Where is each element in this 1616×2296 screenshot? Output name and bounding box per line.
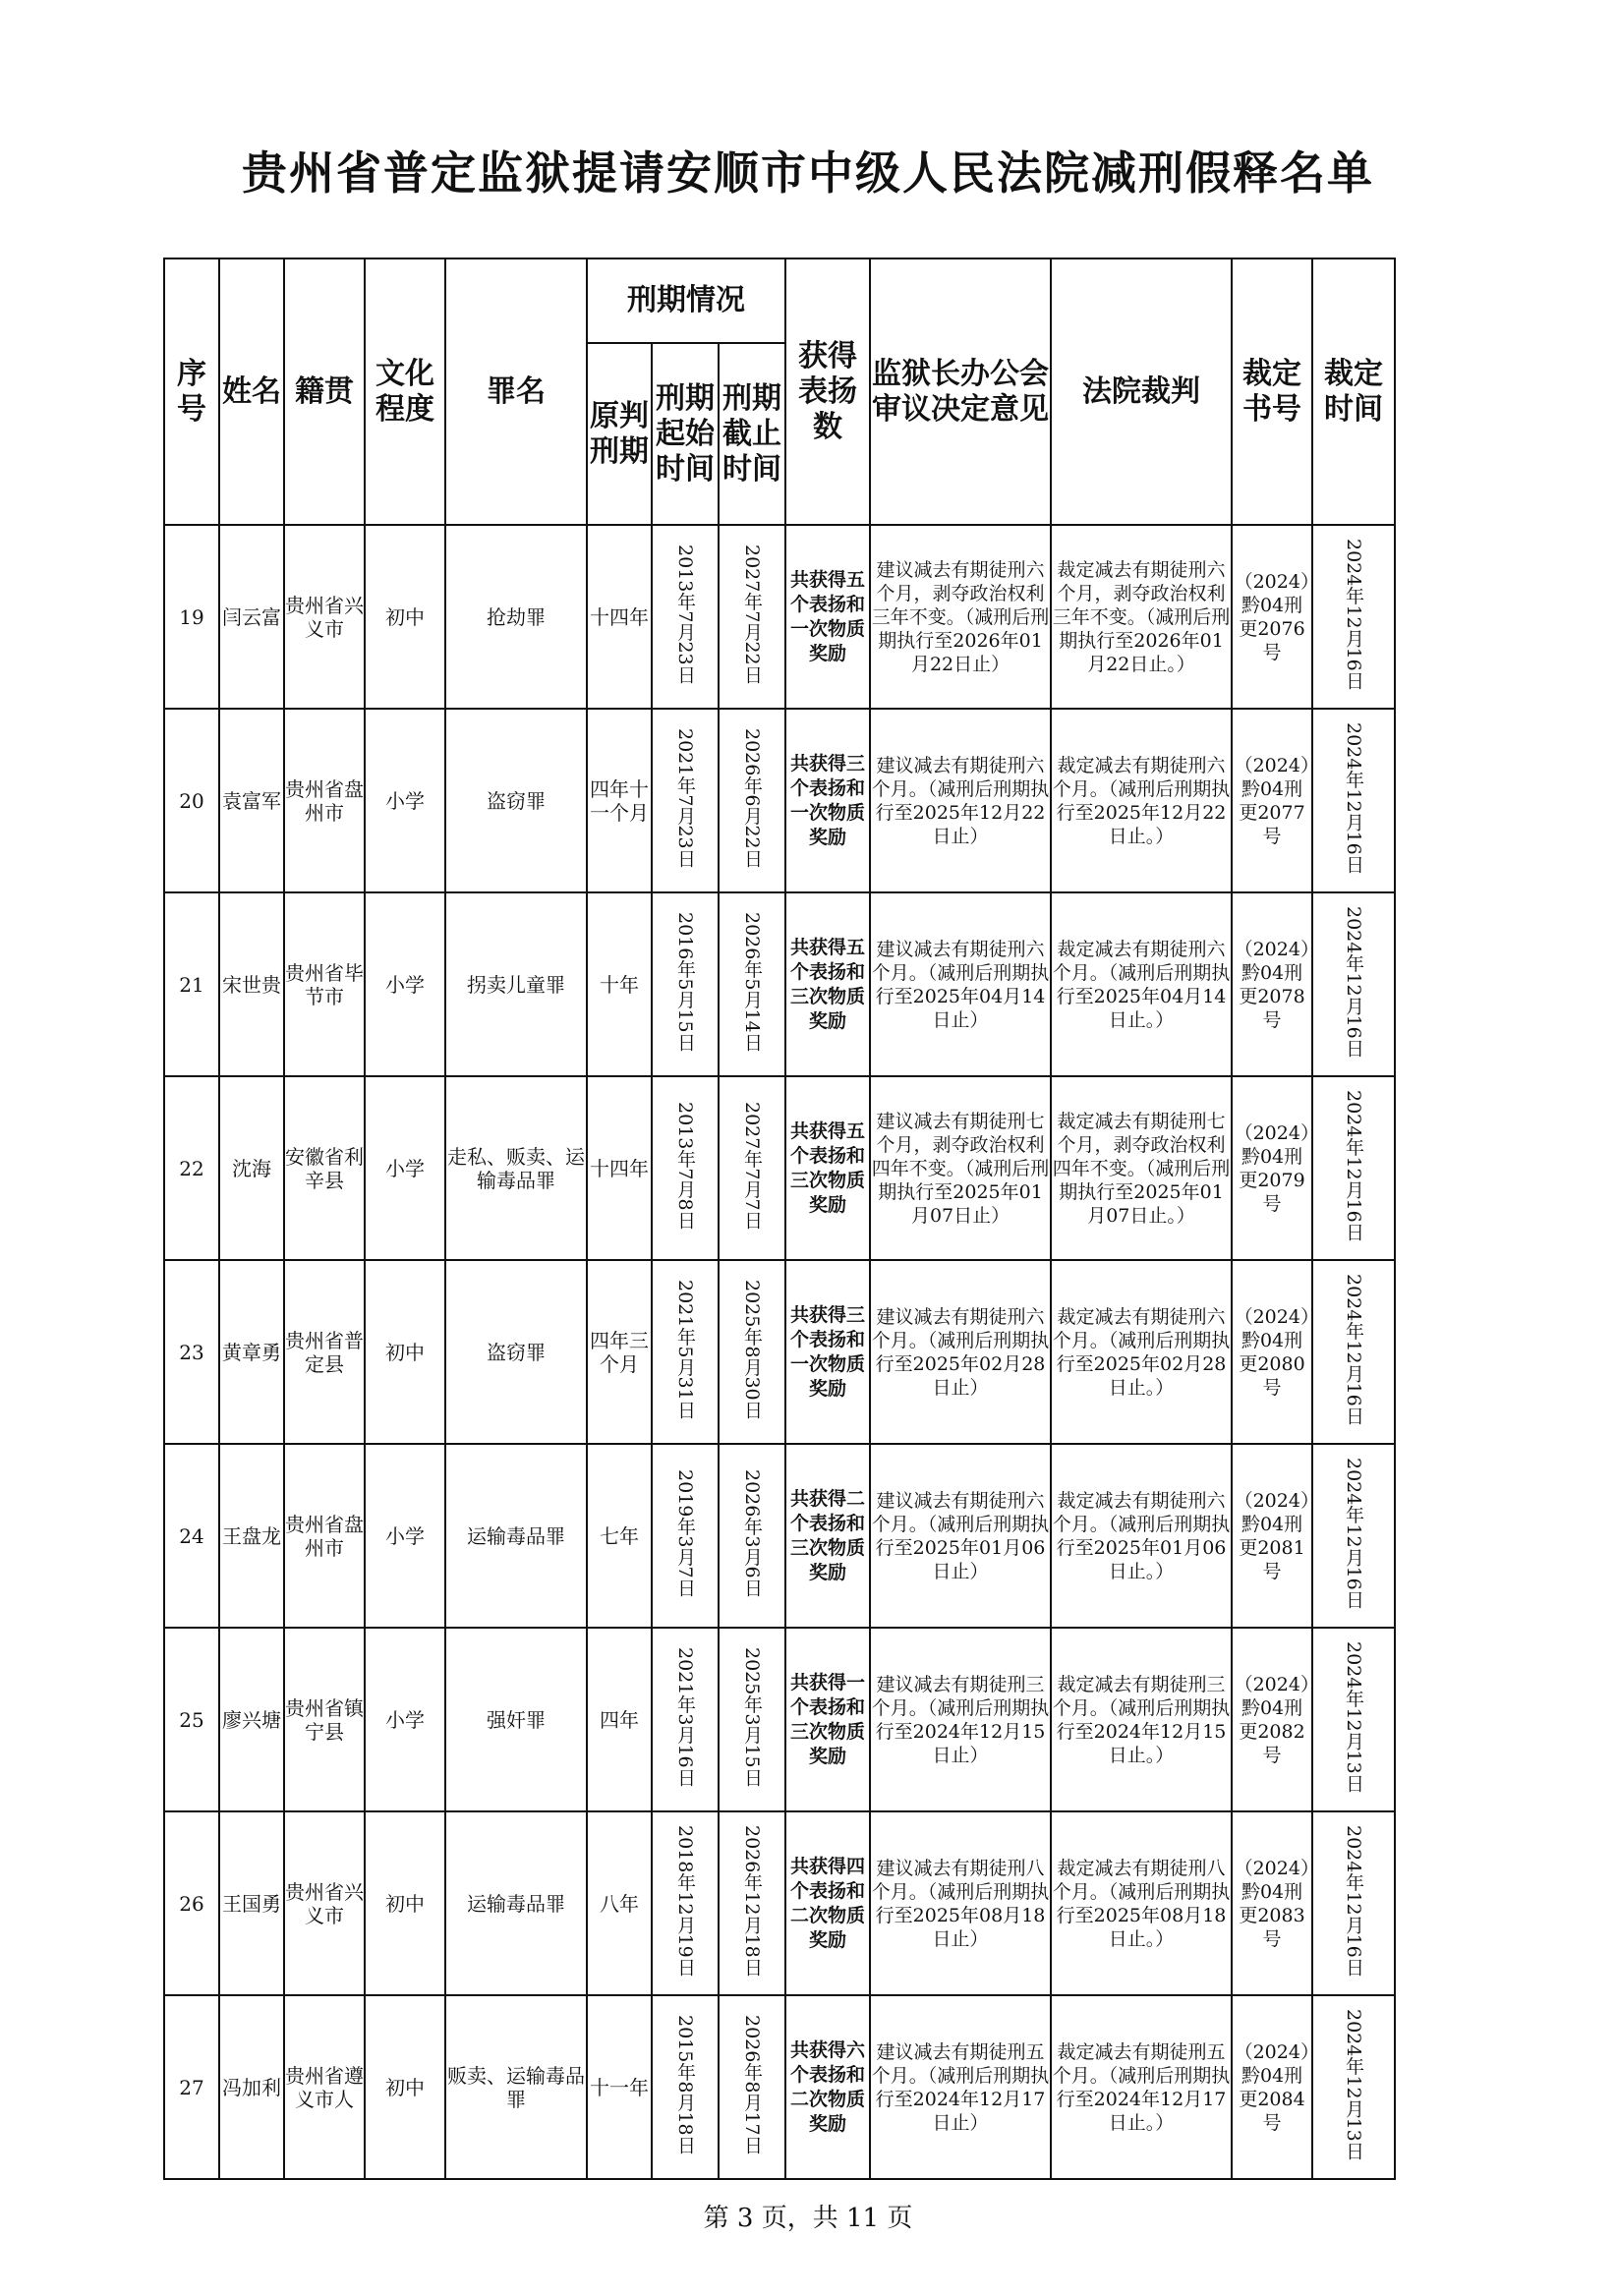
cell-start-text: 2013年7月8日 — [674, 1102, 696, 1230]
cell-court: 裁定减去有期徒刑六个月。（减刑后刑期执行至2025年04月14日止。） — [1051, 892, 1232, 1076]
cell-ruling-time-text: 2024年12月16日 — [1343, 1825, 1365, 1977]
cell-start — [652, 1076, 719, 1260]
table-row — [164, 1628, 1395, 1811]
cell-ruling-time-text: 2024年12月16日 — [1343, 1458, 1365, 1609]
cell-seq: 23 — [164, 1260, 219, 1444]
cell-start — [652, 1444, 719, 1628]
header-opinion: 监狱长办公会审议决定意见 — [870, 258, 1051, 525]
cell-crime: 贩卖、运输毒品罪 — [445, 1995, 587, 2179]
cell-ruling-time — [1312, 1260, 1395, 1444]
cell-start-text: 2016年5月15日 — [674, 912, 696, 1052]
table-row — [164, 892, 1395, 1076]
table-row — [164, 1811, 1395, 1995]
header-court: 法院裁判 — [1051, 258, 1232, 525]
cell-name: 王国勇 — [219, 1811, 284, 1995]
cell-name: 王盘龙 — [219, 1444, 284, 1628]
cell-ruling-time-text: 2024年12月16日 — [1343, 1274, 1365, 1425]
cell-education: 小学 — [365, 709, 445, 892]
cell-start — [652, 892, 719, 1076]
cell-sentence: 十年 — [587, 892, 652, 1076]
cell-opinion: 建议减去有期徒刑六个月。（减刑后刑期执行至2025年01月06日止） — [870, 1444, 1051, 1628]
cell-ruling-time-text: 2024年12月16日 — [1343, 539, 1365, 690]
table-row — [164, 1260, 1395, 1444]
cell-seq: 26 — [164, 1811, 219, 1995]
cell-awards: 共获得四个表扬和二次物质奖励 — [785, 1811, 870, 1995]
cell-ruling-no: （2024）黔04刑更2083号 — [1232, 1811, 1312, 1995]
cell-opinion: 建议减去有期徒刑六个月。（减刑后刑期执行至2025年04月14日止） — [870, 892, 1051, 1076]
cell-sentence: 八年 — [587, 1811, 652, 1995]
cell-start — [652, 525, 719, 709]
cell-ruling-no: （2024）黔04刑更2081号 — [1232, 1444, 1312, 1628]
cell-start — [652, 1628, 719, 1811]
cell-origin: 贵州省普定县 — [284, 1260, 365, 1444]
cell-crime: 盗窃罪 — [445, 1260, 587, 1444]
cell-start-text: 2015年8月18日 — [674, 2015, 696, 2154]
cell-name: 黄章勇 — [219, 1260, 284, 1444]
cell-sentence: 十四年 — [587, 1076, 652, 1260]
cell-seq: 27 — [164, 1995, 219, 2179]
cell-origin: 贵州省镇宁县 — [284, 1628, 365, 1811]
cell-ruling-time-text: 2024年12月16日 — [1343, 906, 1365, 1058]
cell-end-text: 2027年7月22日 — [741, 545, 764, 684]
cell-ruling-no: （2024）黔04刑更2077号 — [1232, 709, 1312, 892]
cell-opinion: 建议减去有期徒刑五个月。（减刑后刑期执行至2024年12月17日止） — [870, 1995, 1051, 2179]
cell-ruling-time-text: 2024年12月13日 — [1343, 1641, 1365, 1793]
cell-name: 袁富军 — [219, 709, 284, 892]
cell-start-text: 2021年7月23日 — [674, 728, 696, 868]
cell-sentence: 四年三个月 — [587, 1260, 652, 1444]
cell-ruling-no: （2024）黔04刑更2084号 — [1232, 1995, 1312, 2179]
cell-end-text: 2026年3月6日 — [741, 1469, 764, 1597]
cell-sentence: 四年十一个月 — [587, 709, 652, 892]
cell-awards: 共获得五个表扬和一次物质奖励 — [785, 525, 870, 709]
header-sentence-group: 刑期情况 — [587, 258, 785, 343]
cell-court: 裁定减去有期徒刑六个月。（减刑后刑期执行至2025年02月28日止。） — [1051, 1260, 1232, 1444]
cell-end — [719, 709, 785, 892]
table-row — [164, 1995, 1395, 2179]
cell-opinion: 建议减去有期徒刑七个月，剥夺政治权利四年不变。（减刑后刑期执行至2025年01月07日止） — [870, 1076, 1051, 1260]
cell-sentence: 七年 — [587, 1444, 652, 1628]
cell-start-text: 2013年7月23日 — [674, 545, 696, 684]
cell-awards: 共获得六个表扬和二次物质奖励 — [785, 1995, 870, 2179]
cell-opinion: 建议减去有期徒刑六个月。（减刑后刑期执行至2025年02月28日止） — [870, 1260, 1051, 1444]
cell-ruling-time — [1312, 1444, 1395, 1628]
cell-awards: 共获得五个表扬和三次物质奖励 — [785, 892, 870, 1076]
cell-end-text: 2026年5月14日 — [741, 912, 764, 1052]
cell-name: 沈海 — [219, 1076, 284, 1260]
header-start: 刑期起始时间 — [652, 343, 719, 525]
cell-education: 小学 — [365, 892, 445, 1076]
header-seq: 序号 — [164, 258, 219, 525]
header-education: 文化程度 — [365, 258, 445, 525]
cell-seq: 19 — [164, 525, 219, 709]
cell-ruling-time-text: 2024年12月16日 — [1343, 722, 1365, 874]
table-row — [164, 525, 1395, 709]
cell-end-text: 2026年8月17日 — [741, 2015, 764, 2154]
cell-ruling-no: （2024）黔04刑更2078号 — [1232, 892, 1312, 1076]
cell-end-text: 2027年7月7日 — [741, 1102, 764, 1230]
cell-name: 宋世贵 — [219, 892, 284, 1076]
cell-origin: 安徽省利辛县 — [284, 1076, 365, 1260]
cell-end — [719, 892, 785, 1076]
cell-court: 裁定减去有期徒刑八个月。（减刑后刑期执行至2025年08月18日止。） — [1051, 1811, 1232, 1995]
header-original-sentence: 原判刑期 — [587, 343, 652, 525]
cell-name: 闫云富 — [219, 525, 284, 709]
cell-seq: 22 — [164, 1076, 219, 1260]
cell-crime: 运输毒品罪 — [445, 1444, 587, 1628]
header-name: 姓名 — [219, 258, 284, 525]
cell-ruling-no: （2024）黔04刑更2082号 — [1232, 1628, 1312, 1811]
cell-ruling-time — [1312, 1995, 1395, 2179]
cell-start — [652, 1811, 719, 1995]
cell-end — [719, 525, 785, 709]
cell-ruling-no: （2024）黔04刑更2080号 — [1232, 1260, 1312, 1444]
cell-end — [719, 1444, 785, 1628]
cell-ruling-time — [1312, 1076, 1395, 1260]
cell-education: 初中 — [365, 1811, 445, 1995]
cell-education: 初中 — [365, 1260, 445, 1444]
cell-awards: 共获得二个表扬和三次物质奖励 — [785, 1444, 870, 1628]
cell-end — [719, 1260, 785, 1444]
cell-end — [719, 1995, 785, 2179]
header-ruling-no: 裁定书号 — [1232, 258, 1312, 525]
cell-court: 裁定减去有期徒刑六个月，剥夺政治权利三年不变。（减刑后刑期执行至2026年01月22日止。） — [1051, 525, 1232, 709]
cell-court: 裁定减去有期徒刑六个月。（减刑后刑期执行至2025年12月22日止。） — [1051, 709, 1232, 892]
cell-start — [652, 709, 719, 892]
table-row — [164, 709, 1395, 892]
cell-origin: 贵州省毕节市 — [284, 892, 365, 1076]
cell-end-text: 2025年8月30日 — [741, 1280, 764, 1419]
cell-start — [652, 1260, 719, 1444]
cell-start-text: 2019年3月7日 — [674, 1469, 696, 1597]
cell-opinion: 建议减去有期徒刑六个月。（减刑后刑期执行至2025年12月22日止） — [870, 709, 1051, 892]
cell-opinion: 建议减去有期徒刑三个月。（减刑后刑期执行至2024年12月15日止） — [870, 1628, 1051, 1811]
cell-start-text: 2018年12月19日 — [674, 1825, 696, 1977]
table-row — [164, 1444, 1395, 1628]
cell-ruling-time — [1312, 525, 1395, 709]
cell-education: 小学 — [365, 1076, 445, 1260]
cell-end — [719, 1811, 785, 1995]
cell-name: 廖兴塘 — [219, 1628, 284, 1811]
cell-awards: 共获得一个表扬和三次物质奖励 — [785, 1628, 870, 1811]
cell-crime: 拐卖儿童罪 — [445, 892, 587, 1076]
cell-origin: 贵州省盘州市 — [284, 1444, 365, 1628]
cell-ruling-time-text: 2024年12月16日 — [1343, 1090, 1365, 1241]
cell-name: 冯加利 — [219, 1995, 284, 2179]
cell-education: 初中 — [365, 1995, 445, 2179]
page-footer: 第 3 页，共 11 页 — [703, 2204, 913, 2233]
cell-origin: 贵州省兴义市 — [284, 1811, 365, 1995]
header-ruling-time: 裁定时间 — [1312, 258, 1395, 525]
cell-start-text: 2021年5月31日 — [674, 1280, 696, 1419]
cell-opinion: 建议减去有期徒刑六个月，剥夺政治权利三年不变。（减刑后刑期执行至2026年01月22日止） — [870, 525, 1051, 709]
cell-end — [719, 1628, 785, 1811]
cell-seq: 21 — [164, 892, 219, 1076]
cell-ruling-time — [1312, 1811, 1395, 1995]
cell-end-text: 2025年3月15日 — [741, 1647, 764, 1787]
table-row — [164, 1076, 1395, 1260]
cell-origin: 贵州省盘州市 — [284, 709, 365, 892]
header-crime: 罪名 — [445, 258, 587, 525]
cell-opinion: 建议减去有期徒刑八个月。（减刑后刑期执行至2025年08月18日止） — [870, 1811, 1051, 1995]
cell-seq: 25 — [164, 1628, 219, 1811]
cell-education: 小学 — [365, 1628, 445, 1811]
cell-court: 裁定减去有期徒刑五个月。（减刑后刑期执行至2024年12月17日止。） — [1051, 1995, 1232, 2179]
cell-court: 裁定减去有期徒刑三个月。（减刑后刑期执行至2024年12月15日止。） — [1051, 1628, 1232, 1811]
cell-seq: 24 — [164, 1444, 219, 1628]
cell-awards: 共获得三个表扬和一次物质奖励 — [785, 1260, 870, 1444]
cell-crime: 抢劫罪 — [445, 525, 587, 709]
cell-end — [719, 1076, 785, 1260]
cell-sentence: 十四年 — [587, 525, 652, 709]
cell-court: 裁定减去有期徒刑七个月，剥夺政治权利四年不变。（减刑后刑期执行至2025年01月07日止。） — [1051, 1076, 1232, 1260]
cell-ruling-no: （2024）黔04刑更2076号 — [1232, 525, 1312, 709]
cell-awards: 共获得五个表扬和三次物质奖励 — [785, 1076, 870, 1260]
cell-end-text: 2026年12月18日 — [741, 1825, 764, 1977]
cell-crime: 盗窃罪 — [445, 709, 587, 892]
cell-start-text: 2021年3月16日 — [674, 1647, 696, 1787]
cell-origin: 贵州省遵义市人 — [284, 1995, 365, 2179]
cell-ruling-time — [1312, 1628, 1395, 1811]
cell-origin: 贵州省兴义市 — [284, 525, 365, 709]
cell-crime: 走私、贩卖、运输毒品罪 — [445, 1076, 587, 1260]
cell-start — [652, 1995, 719, 2179]
cell-sentence: 四年 — [587, 1628, 652, 1811]
cell-sentence: 十一年 — [587, 1995, 652, 2179]
cell-ruling-time — [1312, 892, 1395, 1076]
cell-court: 裁定减去有期徒刑六个月。（减刑后刑期执行至2025年01月06日止。） — [1051, 1444, 1232, 1628]
cell-ruling-no: （2024）黔04刑更2079号 — [1232, 1076, 1312, 1260]
cell-ruling-time-text: 2024年12月13日 — [1343, 2009, 1365, 2160]
cell-education: 小学 — [365, 1444, 445, 1628]
cell-crime: 运输毒品罪 — [445, 1811, 587, 1995]
cell-ruling-time — [1312, 709, 1395, 892]
header-awards: 获得表扬数 — [785, 258, 870, 525]
cell-education: 初中 — [365, 525, 445, 709]
cell-end-text: 2026年6月22日 — [741, 728, 764, 868]
page-title: 贵州省普定监狱提请安顺市中级人民法院减刑假释名单 — [242, 146, 1374, 200]
header-end: 刑期截止时间 — [719, 343, 785, 525]
cell-crime: 强奸罪 — [445, 1628, 587, 1811]
roster-table — [163, 258, 1396, 2180]
header-origin: 籍贯 — [284, 258, 365, 525]
cell-seq: 20 — [164, 709, 219, 892]
cell-awards: 共获得三个表扬和一次物质奖励 — [785, 709, 870, 892]
